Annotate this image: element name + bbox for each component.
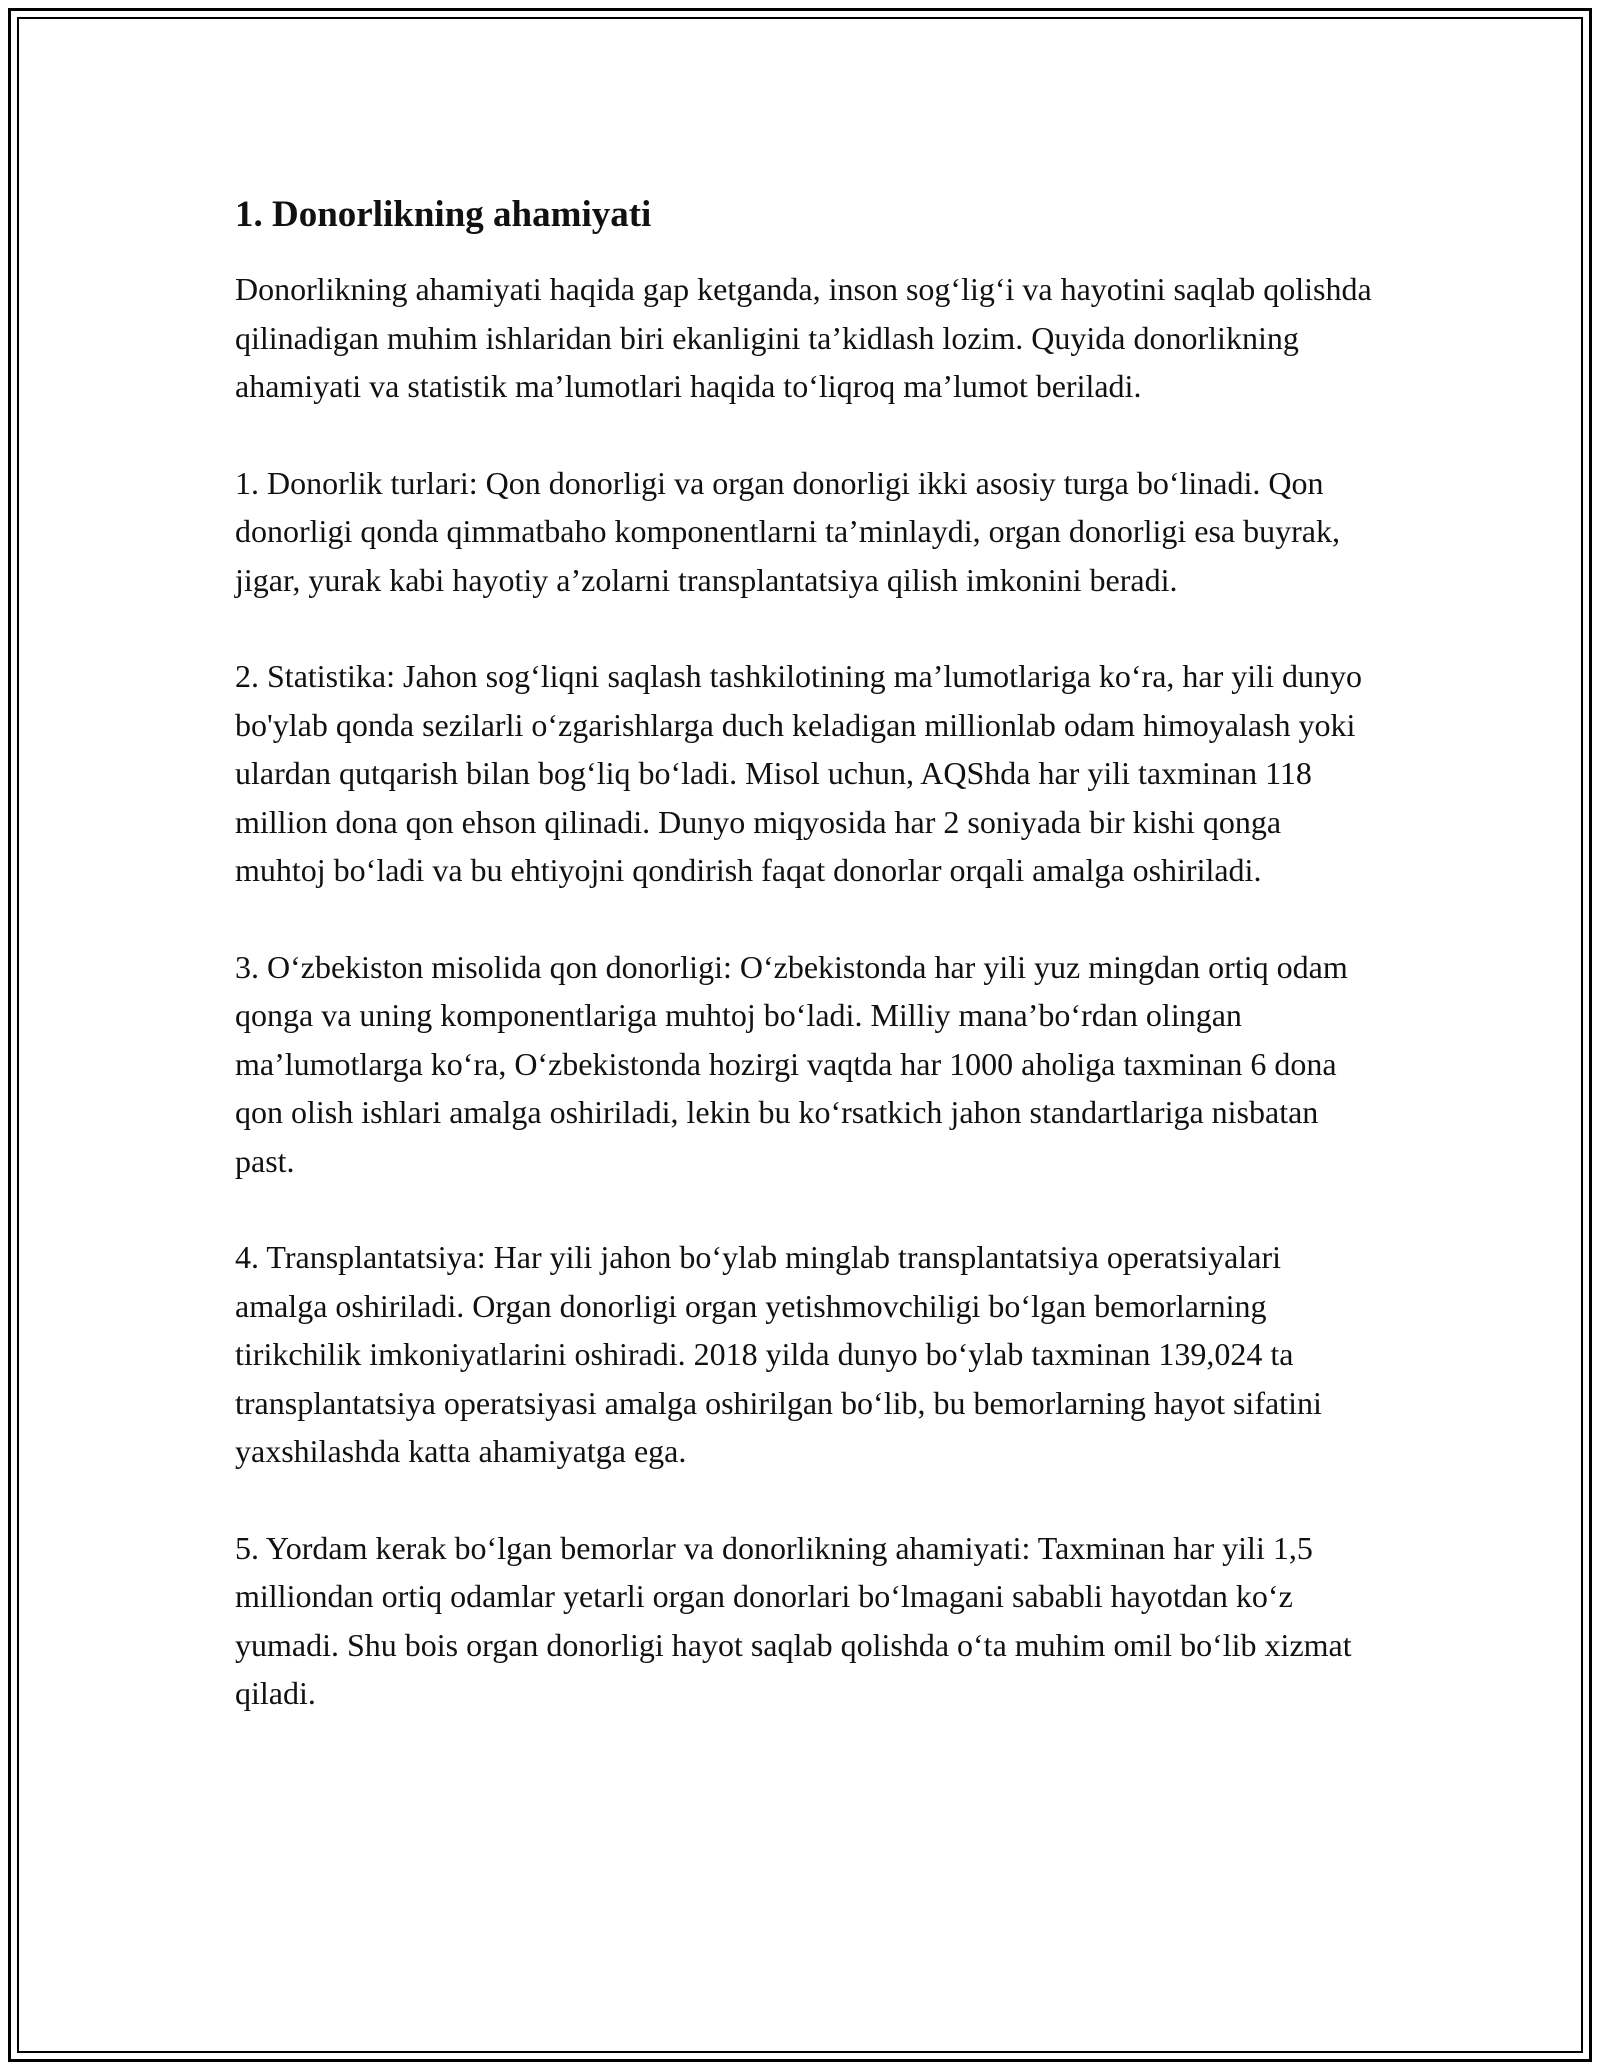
document-title: 1. Donorlikning ahamiyati: [235, 194, 652, 235]
paragraph-intro: Donorlikning ahamiyati haqida gap ketganda, inson sog‘lig‘i va hayotini saqlab qolishda qilinadigan muhim ishlaridan biri ekanligini ta’kidlash lozim. Quyida donorlikning ahamiyati va statistik ma’lumotlari haqida to‘liqroq ma’lumot beriladi.: [235, 271, 1372, 404]
paragraph-statistics: 2. Statistika: Jahon sog‘liqni saqlash tashkilotining ma’lumotlariga ko‘ra, har yili dunyo bo'ylab qonda sezilarli o‘zgarishlarga duch keladigan millionlab odam himoyalash yoki ulardan qutqarish bilan bog‘liq bo‘ladi. Misol uchun, AQShda har yili taxminan 118 million dona qon ehson qilinadi. Dunyo miqyosida har 2 soniyada bir kishi qonga muhtoj bo‘ladi va bu ehtiyojni qondirish faqat donorlar orqali amalga oshiriladi.: [235, 658, 1362, 888]
paragraph-donation-types: 1. Donorlik turlari: Qon donorligi va organ donorligi ikki asosiy turga bo‘linadi. Qon donorligi qonda qimmatbaho komponentlarni ta’minlaydi, organ donorligi esa buyrak, jigar, yurak kabi hayotiy a’zolarni transplantatsiya qilish imkonini beradi.: [235, 464, 1340, 598]
paragraph-transplantation: 4. Transplantatsiya: Har yili jahon bo‘ylab minglab transplantatsiya operatsiyalari amalga oshiriladi. Organ donorligi organ yetishmovchiligi bo‘lgan bemorlarning tirikchilik imkoniyatlarini oshiradi. 2018 yilda dunyo bo‘ylab taxminan 139,024 ta transplantatsiya operatsiyasi amalga oshirilgan bo‘lib, bu bemorlarning hayot sifatini yaxshilashda katta ahamiyatga ega.: [235, 1239, 1322, 1469]
paragraph-uzbekistan-blood-donation: 3. O‘zbekiston misolida qon donorligi: O‘zbekistonda har yili yuz mingdan ortiq odam qonga va uning komponentlariga muhtoj bo‘ladi. Milliy mana’bo‘rdan olingan ma’lumotlarga ko‘ra, O‘zbekistonda hozirgi vaqtda har 1000 aholiga taxminan 6 dona qon olish ishlari amalga oshiriladi, lekin bu ko‘rsatkich jahon standartlariga nisbatan past.: [235, 948, 1348, 1179]
document-body: [235, 185, 1375, 1766]
paragraph-patients-in-need: 5. Yordam kerak bo‘lgan bemorlar va donorlikning ahamiyati: Taxminan har yili 1,5 milliondan ortiq odamlar yetarli organ donorlari bo‘lmagani sababli hayotdan ko‘z yumadi. Shu bois organ donorligi hayot saqlab qolishda o‘ta muhim omil bo‘lib xizmat qiladi.: [235, 1529, 1352, 1711]
